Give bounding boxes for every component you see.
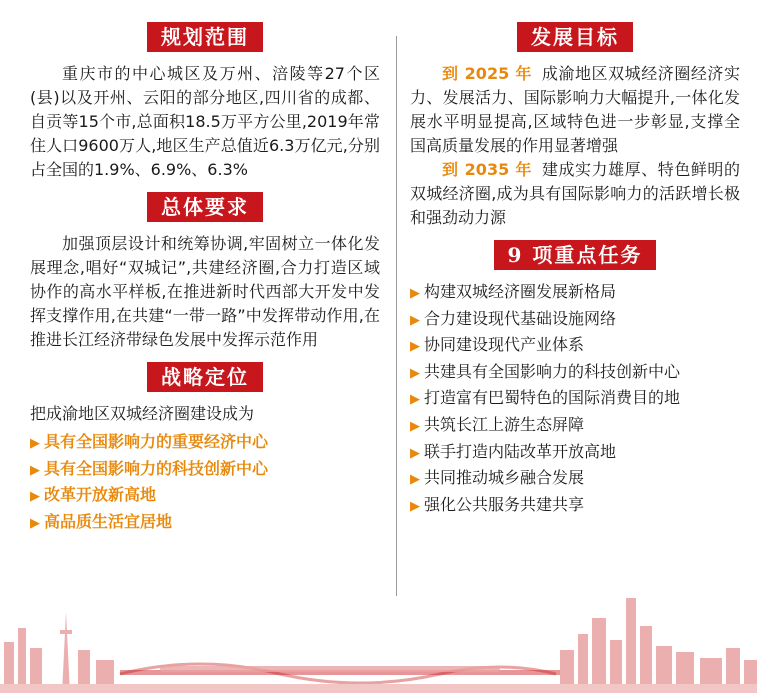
- list-item: ▶ 协同建设现代产业体系: [410, 335, 585, 355]
- triangle-right-icon: ▶: [30, 462, 40, 478]
- triangle-right-icon: ▶: [30, 515, 40, 531]
- key-tasks-list: [410, 280, 740, 519]
- goal-2025-text: 成渝地区双城经济圈经济实力、发展活力、国际影响力大幅提升,一体化发展水平明显提高,区域特色进一步彰显,支撑全国高质量发展的作用显著增强: [410, 64, 740, 155]
- goal-2035: [410, 158, 740, 230]
- strategic-positioning-list: [30, 430, 380, 536]
- general-requirements-text: 加强顶层设计和统筹协调,牢固树立一体化发展理念,唱好“双城记”,共建经济圈,合力打造区域协作的高水平样板,在推进新时代西部大开发中发挥支撑作用,在共建“一带一路”中发挥带动作用,在推进长江经济带绿色发展中发挥示范作用: [30, 234, 380, 349]
- list-item: ▶ 合力建设现代基础设施网络: [410, 308, 617, 328]
- city-skyline-illustration: [0, 590, 757, 693]
- triangle-right-icon: ▶: [410, 418, 420, 434]
- list-item: ▶ 打造富有巴蜀特色的国际消费目的地: [410, 388, 681, 408]
- list-item: ▶ 联手打造内陆改革开放高地: [410, 441, 617, 461]
- list-item: ▶ 改革开放新高地: [30, 485, 157, 505]
- list-item: ▶ 具有全国影响力的重要经济中心: [30, 432, 269, 451]
- triangle-right-icon: ▶: [410, 472, 420, 488]
- heading-planning-scope: 规划范围: [147, 22, 263, 52]
- triangle-right-icon: ▶: [410, 339, 420, 355]
- list-item: ▶ 高品质生活宜居地: [30, 511, 173, 531]
- planning-scope-text: 重庆市的中心城区及万州、涪陵等27个区(县)以及开州、云阳的部分地区,四川省的成都、自贡等15个市,总面积18.5万平方公里,2019年常住人口9600万人,地区生产总值近6.3万亿元,分别占全国的1.9%、6.9%、6.3%: [30, 64, 380, 179]
- list-item: ▶ 共同推动城乡融合发展: [410, 468, 585, 488]
- goal-2025: [410, 62, 740, 158]
- strategic-positioning-intro: 把成渝地区双城经济圈建设成为: [30, 404, 255, 423]
- triangle-right-icon: ▶: [30, 489, 40, 505]
- list-item: ▶ 共筑长江上游生态屏障: [410, 414, 585, 434]
- triangle-right-icon: ▶: [410, 392, 420, 408]
- heading-development-goals: 发展目标: [517, 22, 633, 52]
- left-column: [30, 22, 380, 536]
- triangle-right-icon: ▶: [410, 445, 420, 461]
- triangle-right-icon: ▶: [410, 498, 420, 514]
- list-item: ▶ 具有全国影响力的科技创新中心: [30, 458, 269, 478]
- heading-key-tasks: 9 项重点任务: [494, 240, 657, 270]
- heading-general-requirements: 总体要求: [147, 192, 263, 222]
- triangle-right-icon: ▶: [410, 365, 420, 381]
- triangle-right-icon: ▶: [410, 312, 420, 328]
- triangle-right-icon: ▶: [30, 436, 40, 451]
- list-item: ▶ 共建具有全国影响力的科技创新中心: [410, 361, 681, 381]
- triangle-right-icon: ▶: [410, 286, 420, 301]
- heading-strategic-positioning: 战略定位: [147, 362, 263, 392]
- goal-2025-label: 到 2025 年: [442, 64, 532, 83]
- goal-2035-label: 到 2035 年: [442, 160, 532, 179]
- list-item: ▶ 强化公共服务共建共享: [410, 494, 585, 514]
- list-item: ▶ 构建双城经济圈发展新格局: [410, 282, 617, 301]
- column-divider: [396, 36, 397, 596]
- goal-2035-text: 建成实力雄厚、特色鲜明的双城经济圈,成为具有国际影响力的活跃增长极和强劲动力源: [410, 160, 740, 227]
- right-column: [410, 22, 740, 519]
